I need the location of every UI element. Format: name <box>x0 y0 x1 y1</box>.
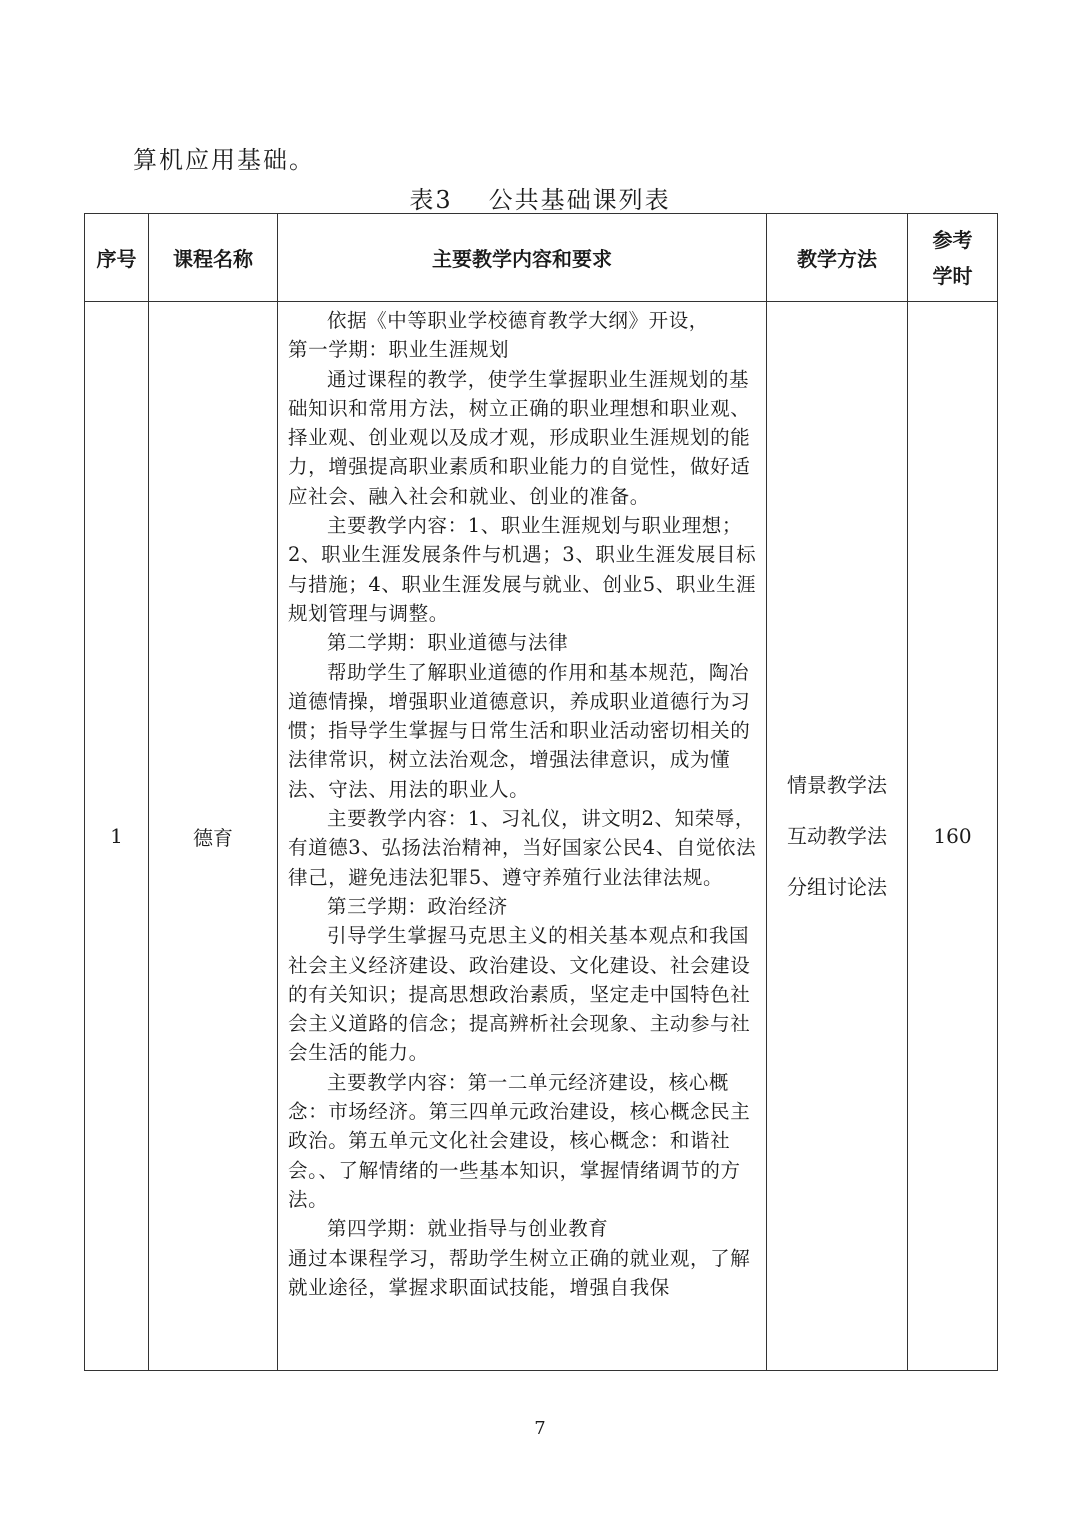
header-course-name: 课程名称 <box>149 214 278 302</box>
method-item: 分组讨论法 <box>787 874 887 899</box>
table-row <box>85 302 998 1371</box>
page-number: 7 <box>534 1418 546 1439</box>
method-item: 情景教学法 <box>787 772 887 797</box>
content-paragraph: 主要教学内容：1、职业生涯规划与职业理想；2、职业生涯发展条件与机遇；3、职业生涯发展目标与措施；4、职业生涯发展与就业、创业5、职业生涯规划管理与调整。 <box>288 514 757 625</box>
cell-methods <box>767 302 908 1371</box>
cell-content <box>278 302 767 1371</box>
header-method: 教学方法 <box>767 214 908 302</box>
header-hours-line1: 参考 <box>932 227 973 252</box>
content-paragraph: 第四学期：就业指导与创业教育 <box>327 1217 609 1241</box>
content-paragraph: 第二学期：职业道德与法律 <box>327 631 569 655</box>
course-table <box>84 213 998 1371</box>
content-paragraph: 主要教学内容：1、习礼仪，讲文明2、知荣辱，有道德3、弘扬法治精神，当好国家公民4、自觉依法律己，避免违法犯罪5、遵守养殖行业法律法规。 <box>288 807 757 889</box>
method-item: 互动教学法 <box>787 823 887 848</box>
header-index: 序号 <box>85 214 149 302</box>
table-title: 公共基础课列表 <box>488 186 671 214</box>
table-caption <box>0 180 1080 215</box>
table-number: 表3 <box>409 186 453 214</box>
table-header-row <box>85 214 998 302</box>
cell-course-name: 德育 <box>149 302 278 1371</box>
header-hours-line2: 学时 <box>932 263 973 288</box>
cell-hours: 160 <box>908 302 998 1371</box>
lead-text: 算机应用基础。 <box>133 146 315 174</box>
content-paragraph: 通过本课程学习，帮助学生树立正确的就业观，了解就业途径，掌握求职面试技能，增强自我保 <box>288 1246 751 1299</box>
content-paragraph: 引导学生掌握马克思主义的相关基本观点和我国社会主义经济建设、政治建设、文化建设、社会建设的有关知识；提高思想政治素质，坚定走中国特色社会主义道路的信念；提高辨析社会现象、主动参与社会生活的能力。 <box>288 924 751 1065</box>
header-content: 主要教学内容和要求 <box>278 214 767 302</box>
header-hours <box>908 214 998 302</box>
content-paragraph: 第三学期：政治经济 <box>327 894 508 918</box>
content-paragraph: 帮助学生了解职业道德的作用和基本规范，陶冶道德情操，增强职业道德意识，养成职业道德行为习惯；指导学生掌握与日常生活和职业活动密切相关的法律常识，树立法治观念，增强法律意识，成为懂法、守法、用法的职业人。 <box>288 660 751 801</box>
content-paragraph: 依据《中等职业学校德育教学大纲》开设， <box>327 309 709 332</box>
content-paragraph: 通过课程的教学，使学生掌握职业生涯规划的基础知识和常用方法，树立正确的职业理想和职业观、择业观、创业观以及成才观，形成职业生涯规划的能力，增强提高职业素质和职业能力的自觉性，做好适应社会、融入社会和就业、创业的准备。 <box>288 367 751 508</box>
cell-index: 1 <box>85 302 149 1371</box>
content-paragraph: 第一学期：职业生涯规划 <box>288 338 510 362</box>
content-paragraph: 主要教学内容：第一二单元经济建设，核心概念：市场经济。第三四单元政治建设，核心概念民主政治。第五单元文化社会建设，核心概念：和谐社会。、了解情绪的一些基本知识，掌握情绪调节的方法。 <box>288 1070 751 1211</box>
